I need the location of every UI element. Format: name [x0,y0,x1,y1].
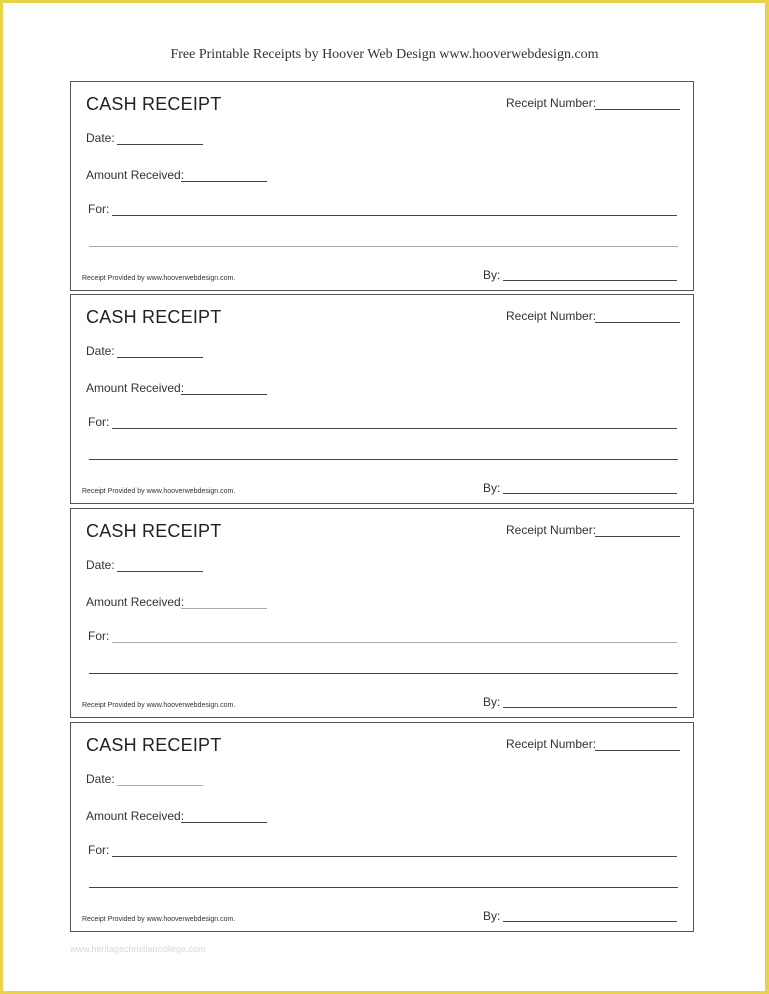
watermark: www.heritagechristiancollege.com [70,944,206,954]
page-title: Free Printable Receipts by Hoover Web Design www.hooverwebdesign.com [170,47,599,62]
by-label: By: [483,481,501,495]
date-label: Date: [86,131,115,145]
provided-by-note: Receipt Provided by www.hooverwebdesign.com. [82,275,236,282]
for-field[interactable] [112,642,677,643]
amount-received-field[interactable] [181,394,267,395]
date-field[interactable] [117,357,203,358]
receipt-card [70,722,694,932]
date-field[interactable] [117,144,203,145]
for-field[interactable] [112,856,677,857]
for-label: For: [88,629,110,643]
for-label: For: [88,415,110,429]
receipt-number-label: Receipt Number: [506,523,597,537]
date-field[interactable] [117,785,203,786]
receipt-number-field[interactable] [595,536,680,537]
signature-field[interactable] [503,707,677,708]
by-label: By: [483,909,501,923]
receipt-title: CASH RECEIPT [86,94,222,114]
date-field[interactable] [117,571,203,572]
provided-by-note: Receipt Provided by www.hooverwebdesign.com. [82,916,236,923]
for-field-continuation[interactable] [89,673,678,674]
receipt-number-field[interactable] [595,322,680,323]
receipt-title: CASH RECEIPT [86,521,222,541]
amount-received-label: Amount Received: [86,168,185,182]
for-field-continuation[interactable] [89,459,678,460]
amount-received-field[interactable] [181,608,267,609]
receipt-title: CASH RECEIPT [86,307,222,327]
receipt-number-field[interactable] [595,109,680,110]
amount-received-label: Amount Received: [86,381,185,395]
by-label: By: [483,695,501,709]
receipt-card [70,508,694,718]
receipt-card [70,294,694,504]
date-label: Date: [86,772,115,786]
receipt-number-label: Receipt Number: [506,309,597,323]
amount-received-field[interactable] [181,822,267,823]
amount-received-label: Amount Received: [86,595,185,609]
receipt-title: CASH RECEIPT [86,735,222,755]
signature-field[interactable] [503,493,677,494]
date-label: Date: [86,558,115,572]
amount-received-label: Amount Received: [86,809,185,823]
provided-by-note: Receipt Provided by www.hooverwebdesign.com. [82,702,236,709]
provided-by-note: Receipt Provided by www.hooverwebdesign.com. [82,488,236,495]
for-label: For: [88,202,110,216]
by-label: By: [483,268,501,282]
for-field-continuation[interactable] [89,887,678,888]
receipt-card [70,81,694,291]
for-field[interactable] [112,428,677,429]
for-field[interactable] [112,215,677,216]
for-label: For: [88,843,110,857]
receipt-number-field[interactable] [595,750,680,751]
receipt-number-label: Receipt Number: [506,96,597,110]
signature-field[interactable] [503,280,677,281]
receipt-number-label: Receipt Number: [506,737,597,751]
for-field-continuation[interactable] [89,246,678,247]
amount-received-field[interactable] [181,181,267,182]
signature-field[interactable] [503,921,677,922]
date-label: Date: [86,344,115,358]
